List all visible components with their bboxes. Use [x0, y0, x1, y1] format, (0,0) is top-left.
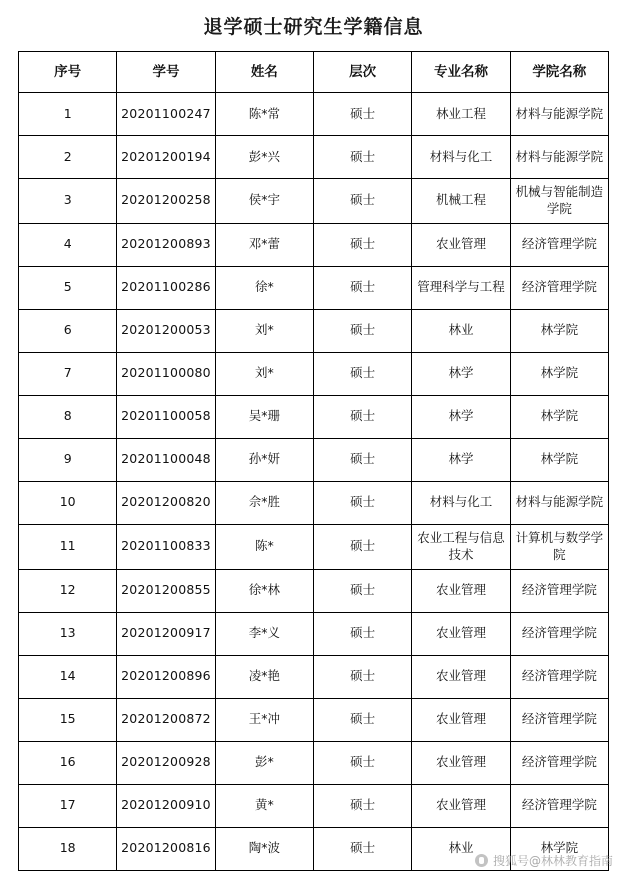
cell-college: 林学院: [510, 395, 608, 438]
cell-student-id: 20201200893: [117, 223, 215, 266]
cell-college: 经济管理学院: [510, 784, 608, 827]
page-title: 退学硕士研究生学籍信息: [203, 16, 424, 38]
cell-student-id: 20201200194: [117, 136, 215, 179]
watermark: [475, 852, 613, 869]
table-header-row: [19, 52, 609, 93]
cell-college: 经济管理学院: [510, 223, 608, 266]
cell-student-id: 20201100286: [117, 266, 215, 309]
column-header-name: 姓名: [215, 52, 313, 93]
cell-name: 陶*波: [215, 827, 313, 870]
column-header-student-id: 学号: [117, 52, 215, 93]
sohu-logo-icon: [475, 854, 488, 867]
cell-seq: 15: [19, 698, 117, 741]
cell-level: 硕士: [313, 223, 411, 266]
cell-name: 彭*兴: [215, 136, 313, 179]
cell-seq: 10: [19, 481, 117, 524]
cell-major: 农业管理: [412, 741, 510, 784]
cell-student-id: 20201100833: [117, 524, 215, 569]
cell-college: 经济管理学院: [510, 266, 608, 309]
cell-student-id: 20201200910: [117, 784, 215, 827]
cell-name: 佘*胜: [215, 481, 313, 524]
cell-major: 林学: [412, 395, 510, 438]
cell-student-id: 20201100048: [117, 438, 215, 481]
cell-student-id: 20201200816: [117, 827, 215, 870]
cell-seq: 14: [19, 655, 117, 698]
cell-seq: 16: [19, 741, 117, 784]
cell-seq: 6: [19, 309, 117, 352]
cell-college: 计算机与数学学院: [510, 524, 608, 569]
cell-level: 硕士: [313, 698, 411, 741]
table-row: [19, 655, 609, 698]
cell-student-id: 20201100247: [117, 93, 215, 136]
cell-name: 黄*: [215, 784, 313, 827]
column-header-college: 学院名称: [510, 52, 608, 93]
cell-name: 陈*: [215, 524, 313, 569]
cell-student-id: 20201200053: [117, 309, 215, 352]
table-row: [19, 612, 609, 655]
table-row: [19, 136, 609, 179]
cell-level: 硕士: [313, 524, 411, 569]
cell-major: 农业管理: [412, 698, 510, 741]
table-row: [19, 352, 609, 395]
cell-major: 机械工程: [412, 179, 510, 224]
cell-major: 林业工程: [412, 93, 510, 136]
cell-seq: 12: [19, 569, 117, 612]
cell-seq: 7: [19, 352, 117, 395]
cell-seq: 13: [19, 612, 117, 655]
cell-student-id: 20201200855: [117, 569, 215, 612]
cell-name: 吴*珊: [215, 395, 313, 438]
cell-seq: 8: [19, 395, 117, 438]
cell-seq: 5: [19, 266, 117, 309]
cell-level: 硕士: [313, 395, 411, 438]
cell-level: 硕士: [313, 179, 411, 224]
cell-level: 硕士: [313, 352, 411, 395]
table-row: [19, 524, 609, 569]
cell-student-id: 20201100080: [117, 352, 215, 395]
cell-level: 硕士: [313, 569, 411, 612]
cell-college: 林学院: [510, 438, 608, 481]
cell-major: 农业管理: [412, 569, 510, 612]
cell-college: 经济管理学院: [510, 698, 608, 741]
table-row: [19, 741, 609, 784]
table-row: [19, 309, 609, 352]
cell-major: 林业: [412, 309, 510, 352]
table-row: [19, 569, 609, 612]
cell-name: 徐*: [215, 266, 313, 309]
column-header-major: 专业名称: [412, 52, 510, 93]
cell-seq: 17: [19, 784, 117, 827]
cell-level: 硕士: [313, 655, 411, 698]
cell-name: 刘*: [215, 309, 313, 352]
cell-student-id: 20201200896: [117, 655, 215, 698]
cell-major: 材料与化工: [412, 481, 510, 524]
cell-college: 机械与智能制造学院: [510, 179, 608, 224]
cell-student-id: 20201200872: [117, 698, 215, 741]
cell-student-id: 20201200258: [117, 179, 215, 224]
cell-level: 硕士: [313, 741, 411, 784]
cell-level: 硕士: [313, 481, 411, 524]
cell-name: 凌*艳: [215, 655, 313, 698]
column-header-level: 层次: [313, 52, 411, 93]
cell-name: 侯*宇: [215, 179, 313, 224]
table-header: [19, 52, 609, 93]
cell-college: 经济管理学院: [510, 569, 608, 612]
cell-seq: 18: [19, 827, 117, 870]
table-row: [19, 223, 609, 266]
cell-level: 硕士: [313, 266, 411, 309]
cell-major: 农业管理: [412, 655, 510, 698]
cell-name: 邓*蕾: [215, 223, 313, 266]
cell-seq: 9: [19, 438, 117, 481]
cell-level: 硕士: [313, 784, 411, 827]
cell-major: 农业管理: [412, 784, 510, 827]
table-container: [0, 51, 627, 871]
cell-major: 管理科学与工程: [412, 266, 510, 309]
cell-seq: 11: [19, 524, 117, 569]
cell-major: 材料与化工: [412, 136, 510, 179]
cell-major: 农业工程与信息技术: [412, 524, 510, 569]
cell-major: 林学: [412, 352, 510, 395]
cell-student-id: 20201100058: [117, 395, 215, 438]
cell-seq: 2: [19, 136, 117, 179]
cell-name: 陈*常: [215, 93, 313, 136]
cell-seq: 4: [19, 223, 117, 266]
cell-major: 林学: [412, 438, 510, 481]
cell-name: 彭*: [215, 741, 313, 784]
student-status-table: [18, 51, 609, 871]
table-row: [19, 179, 609, 224]
cell-student-id: 20201200820: [117, 481, 215, 524]
cell-college: 材料与能源学院: [510, 481, 608, 524]
cell-seq: 3: [19, 179, 117, 224]
cell-major: 农业管理: [412, 223, 510, 266]
cell-college: 林学院: [510, 309, 608, 352]
cell-student-id: 20201200928: [117, 741, 215, 784]
column-header-seq: 序号: [19, 52, 117, 93]
table-row: [19, 481, 609, 524]
cell-college: 材料与能源学院: [510, 93, 608, 136]
table-row: [19, 438, 609, 481]
table-row: [19, 93, 609, 136]
cell-name: 刘*: [215, 352, 313, 395]
cell-level: 硕士: [313, 93, 411, 136]
cell-name: 王*冲: [215, 698, 313, 741]
cell-college: 经济管理学院: [510, 612, 608, 655]
cell-college: 林学院: [510, 352, 608, 395]
table-row: [19, 266, 609, 309]
table-row: [19, 395, 609, 438]
table-body: [19, 93, 609, 871]
cell-name: 徐*林: [215, 569, 313, 612]
cell-seq: 1: [19, 93, 117, 136]
cell-major: 农业管理: [412, 612, 510, 655]
cell-level: 硕士: [313, 136, 411, 179]
table-row: [19, 698, 609, 741]
cell-college: 材料与能源学院: [510, 136, 608, 179]
cell-name: 孙*妍: [215, 438, 313, 481]
cell-student-id: 20201200917: [117, 612, 215, 655]
table-row: [19, 784, 609, 827]
cell-college: 经济管理学院: [510, 655, 608, 698]
cell-major: 林业: [412, 827, 510, 870]
cell-college: 林学院: [510, 827, 608, 870]
cell-level: 硕士: [313, 438, 411, 481]
cell-college: 经济管理学院: [510, 741, 608, 784]
cell-level: 硕士: [313, 612, 411, 655]
cell-name: 李*义: [215, 612, 313, 655]
cell-level: 硕士: [313, 827, 411, 870]
cell-level: 硕士: [313, 309, 411, 352]
watermark-text: 搜狐号@林林教育指南: [492, 854, 613, 868]
